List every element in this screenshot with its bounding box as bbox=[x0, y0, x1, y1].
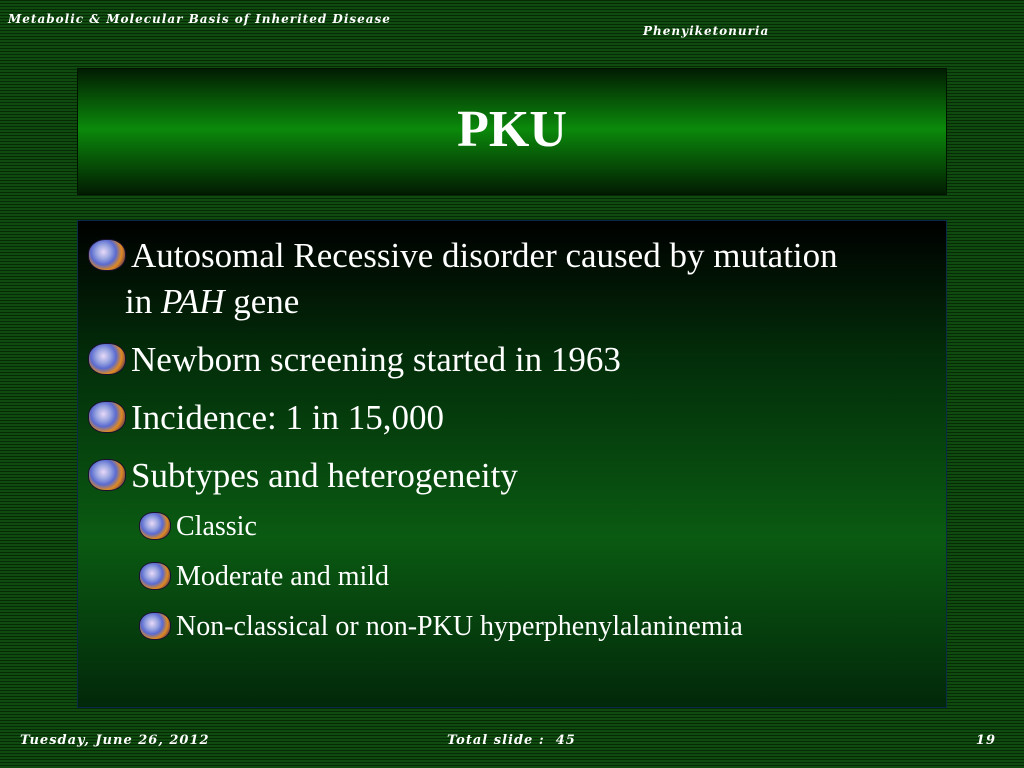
footer-total-slides: Total slide : 45 bbox=[447, 733, 576, 748]
bullet-icon bbox=[89, 344, 125, 374]
sub-bullet-item bbox=[176, 607, 743, 647]
sub-bullet-text: Moderate and mild bbox=[176, 561, 390, 592]
total-slides-value: 45 bbox=[555, 733, 576, 748]
sub-bullet-item bbox=[176, 557, 389, 597]
bullet-text: Newborn screening started in 1963 bbox=[131, 340, 621, 379]
bullet-item bbox=[131, 453, 518, 499]
slide-title: PKU bbox=[457, 101, 567, 158]
bullet-icon bbox=[89, 240, 125, 270]
sub-bullet-item bbox=[176, 507, 257, 547]
footer-date: Tuesday, June 26, 2012 bbox=[20, 733, 210, 748]
gene-name: PAH bbox=[160, 282, 225, 321]
bullet-text: Subtypes and heterogeneity bbox=[131, 456, 518, 495]
header-course-title: Metabolic & Molecular Basis of Inherited Disease bbox=[8, 12, 391, 26]
bullet-item bbox=[131, 395, 444, 441]
bullet-text: Incidence: 1 in 15,000 bbox=[131, 398, 444, 437]
bullet-item bbox=[125, 233, 838, 325]
bullet-icon bbox=[140, 563, 170, 589]
bullet-icon bbox=[89, 402, 125, 432]
bullet-icon bbox=[89, 460, 125, 490]
footer-page-number: 19 bbox=[975, 733, 996, 748]
bullet-item bbox=[131, 337, 621, 383]
bullet-icon bbox=[140, 613, 170, 639]
sub-bullet-text: Classic bbox=[176, 511, 257, 542]
bullet-text: Autosomal Recessive disorder caused by mutation bbox=[131, 236, 838, 275]
header-topic: Phenyiketonuria bbox=[643, 24, 770, 38]
sub-bullet-text: Non-classical or non-PKU hyperphenylalaninemia bbox=[176, 611, 743, 642]
bullet-icon bbox=[140, 513, 170, 539]
bullet-text-continuation: in PAH gene bbox=[125, 282, 300, 321]
